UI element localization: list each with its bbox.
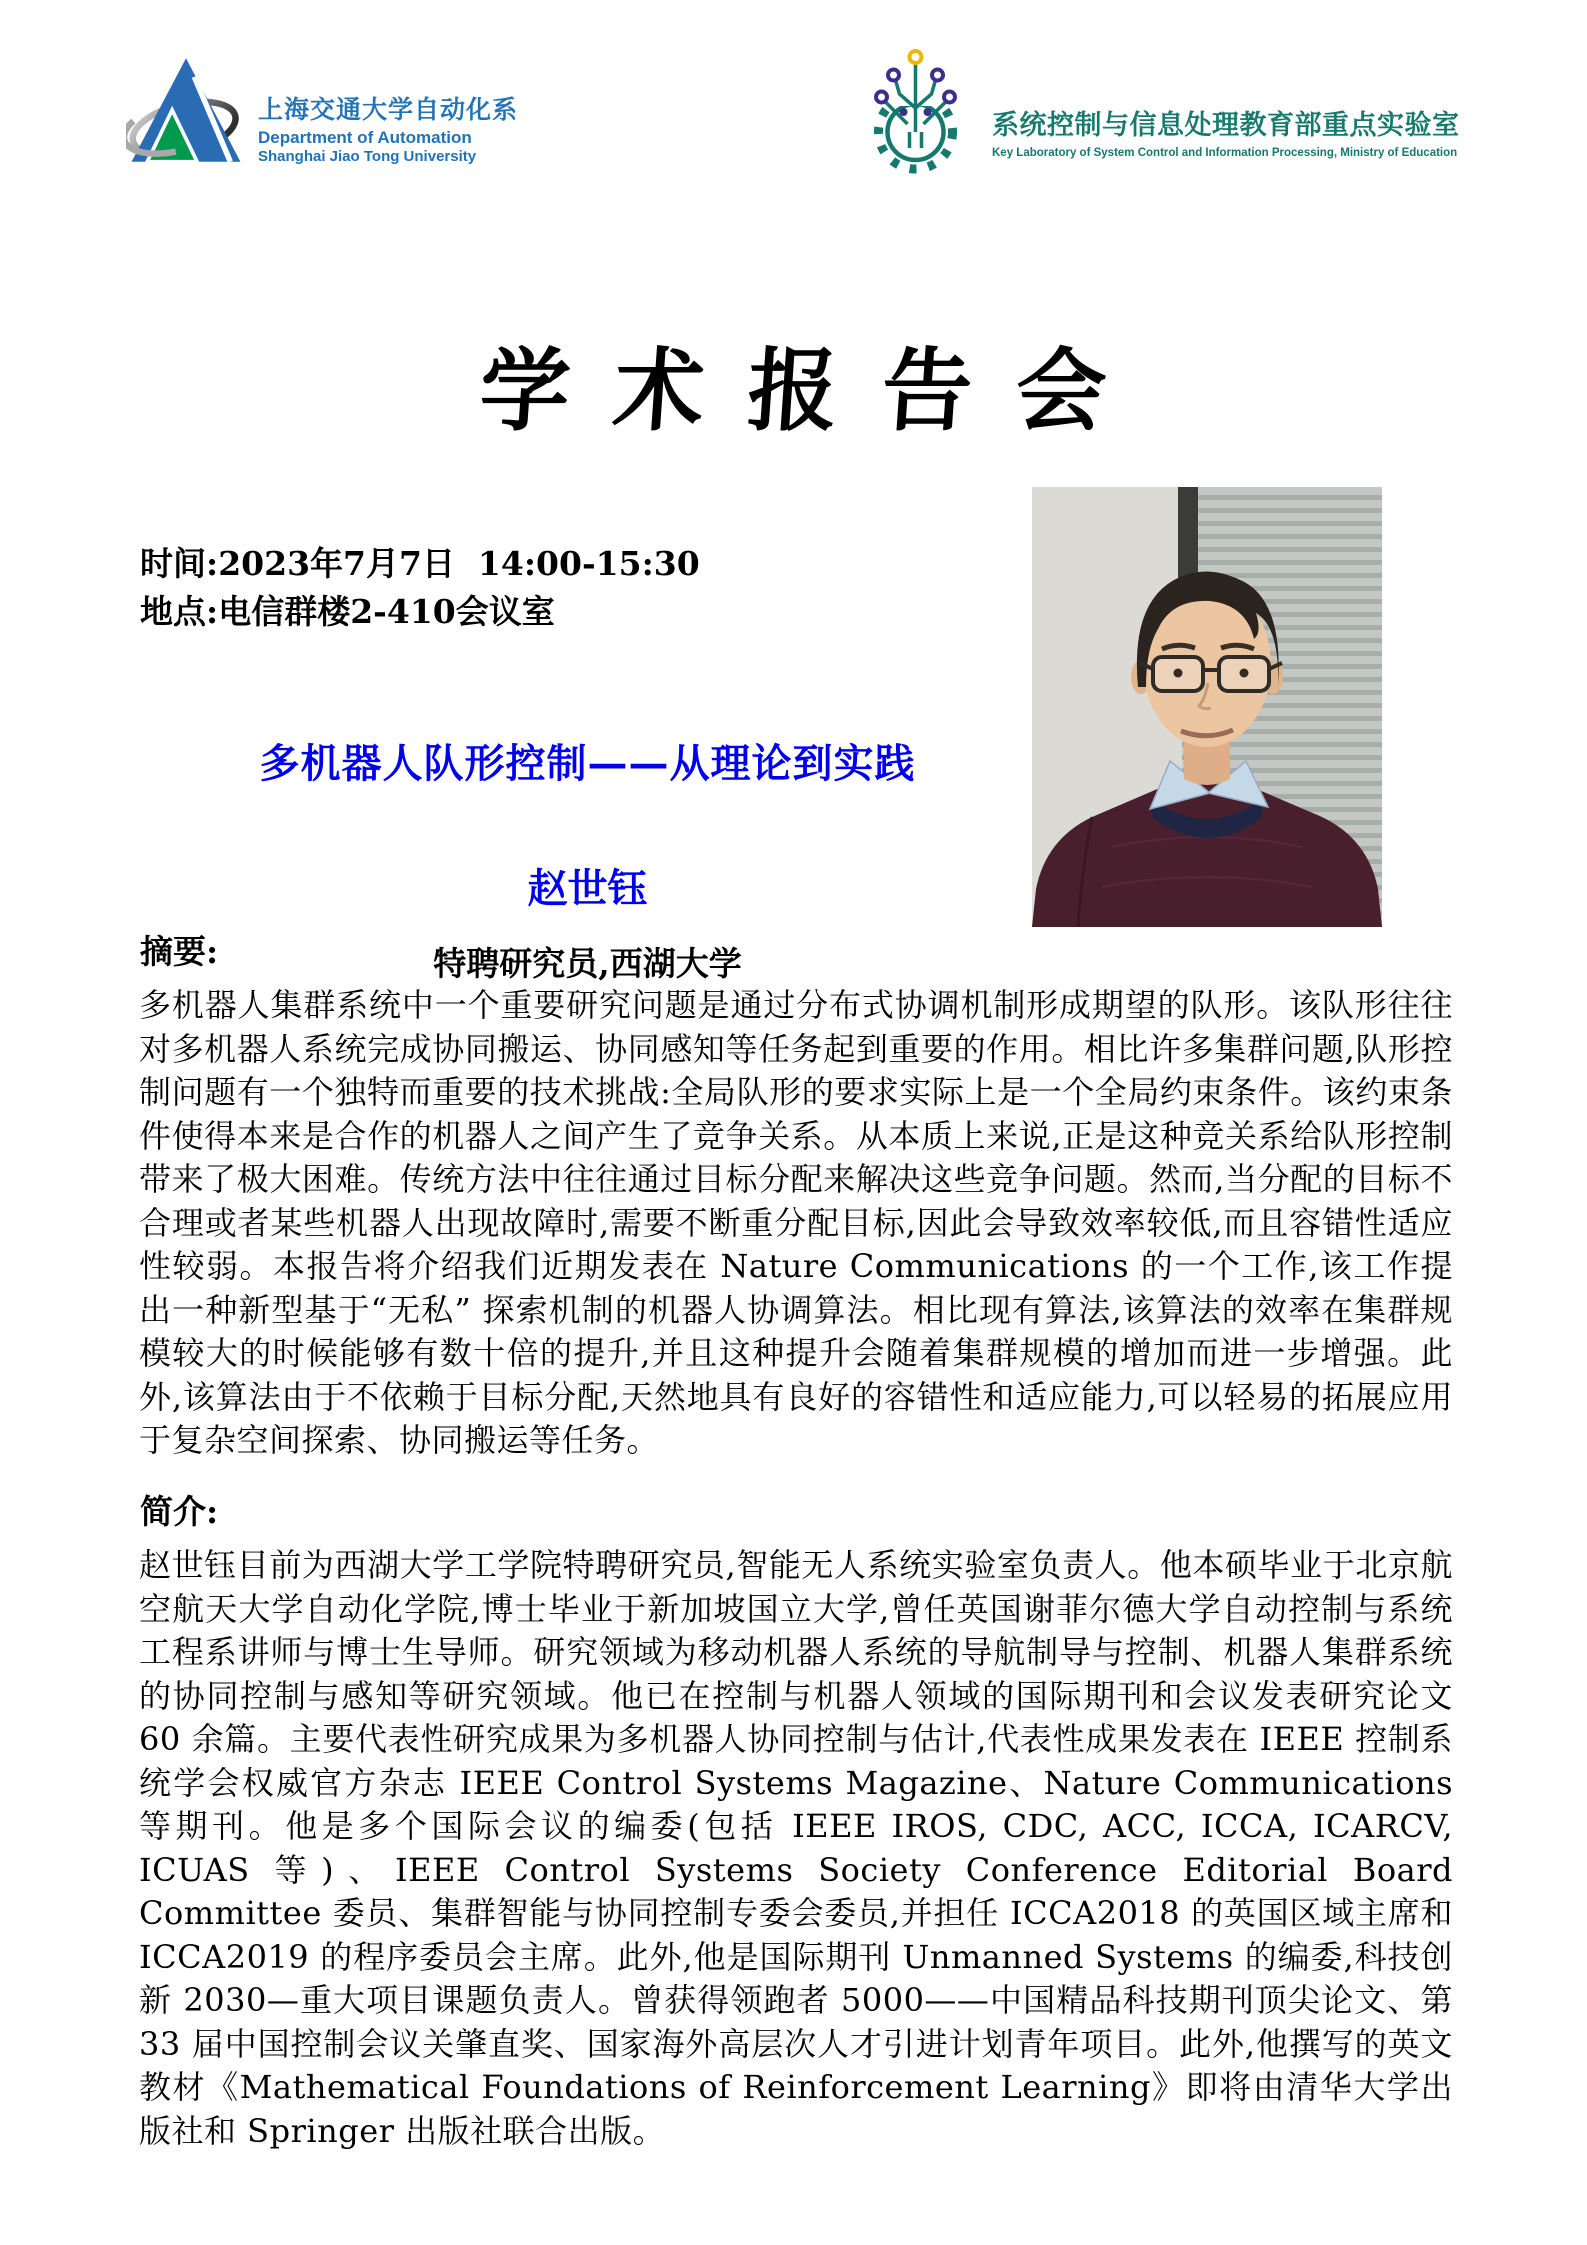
keylab-logo-cn-text: 系统控制与信息处理教育部重点实验室 <box>992 110 1460 140</box>
bio-heading: 简介: <box>140 1492 219 1531</box>
abstract-paragraph: 多机器人集群系统中一个重要研究问题是通过分布式协调机制形成期望的队形。该队形往往对多机器人系统完成协同搬运、协同感知等任务起到重要的作用。相比许多集群问题,队形控制问题有一个独特而重要的技术挑战:全局队形的要求实际上是一个全局约束条件。该约束条件使得本来是合作的机器人之间产生了竞争关系。从本质上来说,正是这种竞关系给队形控制带来了极大困难。传统方法中往往通过目标分配来解决这些竞争问题。然而,当分配的目标不合理或者某些机器人出现故障时,需要不断重分配目标,因此会导致效率较低,而且容错性适应性较弱。本报告将介绍我们近期发表在 Nature Communications 的一个工作,该工作提出一种新型基于“无私” 探索机制的机器人协调算法。相比现有算法,该算法的效率在集群规模较大的时候能够有数十倍的提升,并且这种提升会随着集群规模的增加而进一步增强。此外,该算法由于不依赖于目标分配,天然地具有良好的容错性和适应能力,可以轻易的拓展应用于复杂空间探索、协同搬运等任务。 <box>139 986 1453 1459</box>
talk-block <box>140 732 1035 985</box>
bio-paragraph: 赵世钰目前为西湖大学工学院特聘研究员,智能无人系统实验室负责人。他本硕毕业于北京航空航天大学自动化学院,博士毕业于新加坡国立大学,曾任英国谢菲尔德大学自动控制与系统工程系讲师与博士生导师。研究领域为移动机器人系统的导航制导与控制、机器人集群系统的协同控制与感知等研究领域。他已在控制与机器人领域的国际期刊和会议发表研究论文 60 余篇。主要代表性研究成果为多机器人协同控制与估计,代表性成果发表在 IEEE 控制系统学会权威官方杂志 IEEE Control Systems Magazine、Nature Communications 等期刊。他是多个国际会议的编委(包括 IEEE IROS, CDC, ACC, ICCA, ICARCV, ICUAS 等)、IEEE Control Systems Society Conference Editorial Board Committee 委员、集群智能与协同控制专委会委员,并担任 ICCA2018 的英国区域主席和 ICCA2019 的程序委员会主席。此外,他是国际期刊 Unmanned Systems 的编委,科技创新 2030—重大项目课题负责人。曾获得领跑者 5000——中国精品科技期刊顶尖论文、第 33 届中国控制会议关肇直奖、国家海外高层次人才引进计划青年项目。此外,他撰写的英文教材《Mathematical Foundations of Reinforcement Learning》即将由清华大学出版社和 Springer 出版社联合出版。 <box>139 1546 1453 2150</box>
speaker-name: 赵世钰 <box>527 865 648 912</box>
sjtu-logo-en-line2: Shanghai Jiao Tong University <box>258 147 477 165</box>
place-value: 电信群楼2-410会议室 <box>218 592 555 631</box>
sjtu-triangle-logo-icon <box>126 50 246 170</box>
event-info <box>140 540 700 636</box>
sjtu-automation-logo <box>126 50 518 170</box>
keylab-logo-en-text: Key Laboratory of System Control and Information Processing, Ministry of Education <box>992 147 1458 159</box>
speaker-affiliation: 特聘研究员,西湖大学 <box>433 944 742 983</box>
speaker-photo <box>1032 487 1382 927</box>
speaker-portrait-image <box>1032 487 1382 927</box>
talk-title: 多机器人队形控制——从理论到实践 <box>259 740 916 787</box>
keylab-logo <box>852 44 1460 176</box>
event-time-row <box>140 540 700 588</box>
place-label: 地点: <box>140 592 219 631</box>
abstract-heading: 摘要: <box>140 932 219 971</box>
time-label: 时间: <box>140 544 219 583</box>
keylab-gear-circuit-icon <box>852 44 980 176</box>
page-title: 学术报告会 <box>476 338 1154 444</box>
time-value: 2023年7月7日 14:00-15:30 <box>218 544 700 583</box>
sjtu-logo-cn-text: 上海交通大学自动化系 <box>258 95 519 124</box>
event-place-row <box>140 588 700 636</box>
sjtu-logo-en-line1: Department of Automation <box>258 127 472 147</box>
